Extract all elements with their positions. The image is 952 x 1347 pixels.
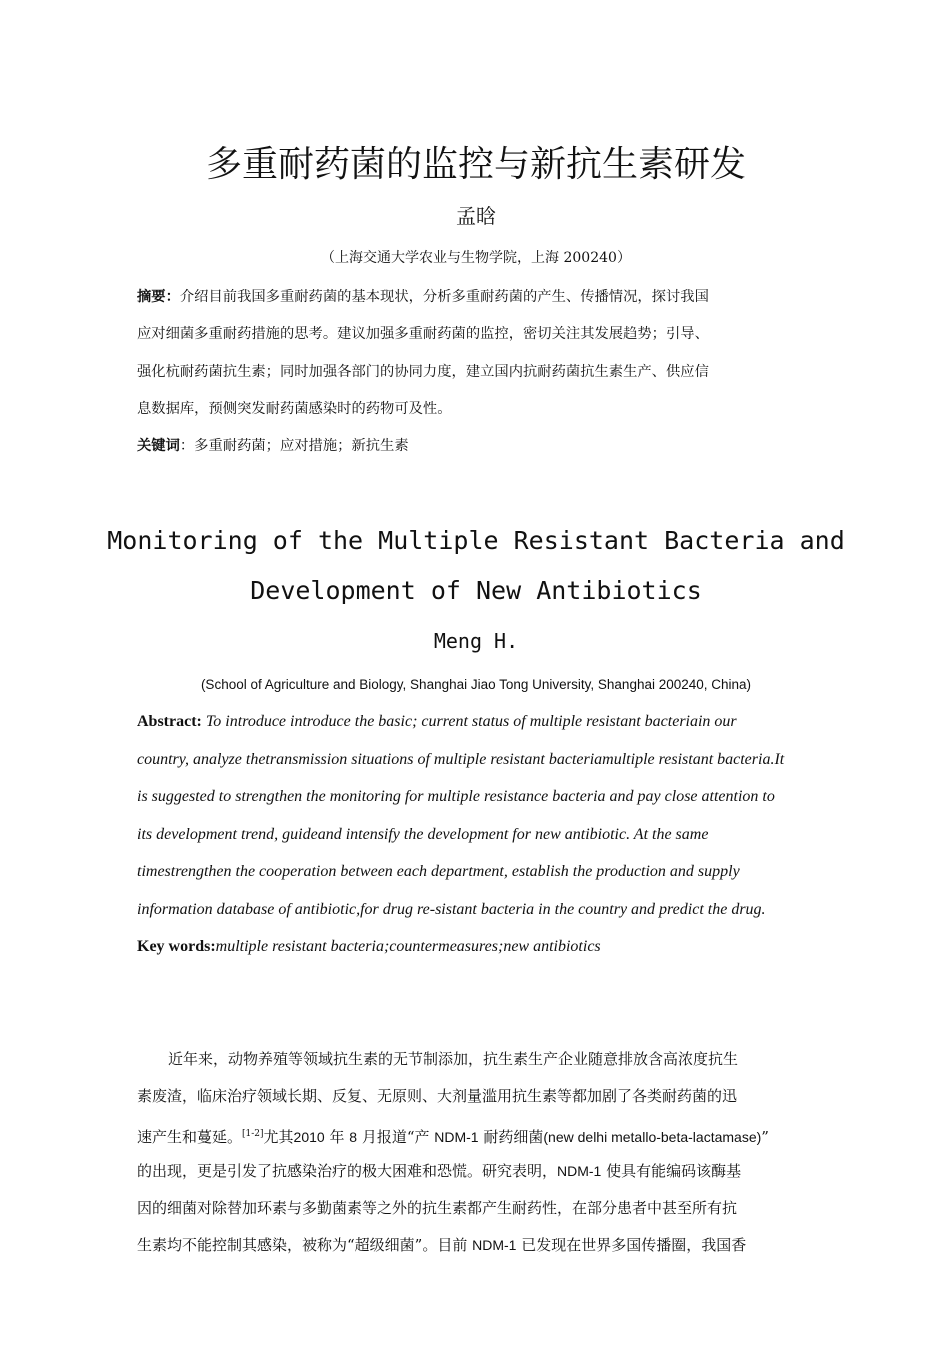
body-line [137,1227,827,1264]
chinese-keywords-label: 关键词 [137,438,180,455]
body-text-span: 使具有能编码该酶基 [601,1161,742,1180]
english-keywords [137,928,827,966]
english-keywords-label: Key words: [137,938,216,955]
english-abstract-line [137,703,827,741]
chinese-abstract-line: 应对细菌多重耐药措施的思考。建议加强多重耐药菌的监控，密切关注其发展趋势；引导、 [137,326,709,343]
chinese-author: 孟晗 [456,204,496,228]
body-line [137,1153,827,1190]
body-text-span: 生素均不能控制其感染，被称为“超级细菌”。目前 [137,1236,473,1255]
body-text-span: 2010 [293,1128,325,1145]
english-abstract-line: is suggested to strengthen the monitoring for multiple resistance bacteria and pay close attention to [137,788,775,805]
english-abstract-line: information database of antibiotic,for drug re-sistant bacteria in the country and predict the drug. [137,900,766,918]
body-text-span: 耐药细菌 [478,1127,544,1146]
chinese-abstract [137,279,827,465]
chinese-title: 多重耐药菌的监控与新抗生素研发 [205,144,746,185]
body-text-span: 已发现在世界多国传播圈，我国香 [516,1236,747,1255]
body-text-span: NDM-1 [557,1162,602,1179]
body-text-span: 年 [324,1127,350,1146]
english-abstract [137,703,827,966]
body-line: 因的细菌对除替加环素与多勤菌素等之外的抗生素都产生耐药性，在部分患者中甚至所有抗 [137,1199,738,1218]
english-title-line-2: Development of New Antibiotics [250,576,702,605]
body-text-span: 的出现，更是引发了抗感染治疗的极大困难和恐慌。研究表明， [137,1161,558,1180]
english-author: Meng H. [433,629,519,653]
body-text-span: 8 [349,1128,358,1145]
body-text-span: ” [761,1127,769,1146]
english-abstract-line: country, analyze thetransmission situations of multiple resistant bacteriamultiple resistant bacteria.It [137,750,785,768]
body-line [137,1116,827,1153]
english-title-line-1: Monitoring of the Multiple Resistant Bacteria and [107,526,845,555]
body-line: 近年来，动物养殖等领域抗生素的无节制添加，抗生素生产企业随意排放含高浓度抗生 [168,1050,739,1068]
english-abstract-line: its development trend, guideand intensify the development for new antibiotic. At the same [137,825,709,843]
chinese-abstract-line: 强化杭耐药菌抗生素；同时加强各部门的协同力度，建立国内抗耐药菌抗生素生产、供应信 [137,363,709,380]
english-abstract-text: To introduce introduce the basic; current status of multiple resistant bacteriain our [205,713,737,730]
chinese-keywords [137,428,827,465]
chinese-abstract-line: 息数据库，预侧突发耐药菌感染时的药物可及性。 [137,400,452,417]
english-keywords-text: multiple resistant bacteria;countermeasures;new antibiotics [215,938,601,955]
english-abstract-label: Abstract: [137,713,206,730]
body-line: 素废渣，临床治疗领域长期、反复、无原则、大剂量滥用抗生素等都加剧了各类耐药菌的迅 [137,1087,738,1106]
chinese-abstract-text: 介绍目前我国多重耐药菌的基本现状，分析多重耐药菌的产生、传播情况，探讨我国 [179,289,709,305]
english-abstract-line: timestrengthen the cooperation between each department, establish the production and supply [137,863,740,880]
body-text-span: (new delhi metallo-beta-lactamase) [543,1128,762,1145]
english-affiliation: (School of Agriculture and Biology, Shanghai Jiao Tong University, Shanghai 200240, China) [200,677,752,692]
chinese-abstract-label: 摘要： [137,289,180,305]
body-text-span: NDM-1 [434,1128,479,1145]
chinese-keywords-text: ：多重耐药菌；应对措施；新抗生素 [179,438,409,455]
body-text-span: 速产生和蔓延。 [137,1127,243,1146]
chinese-abstract-line [137,279,827,316]
body-text-span: 月报道“产 [357,1127,435,1146]
citation-reference: [1-2] [242,1128,264,1139]
body-text-span: NDM-1 [472,1237,517,1254]
chinese-affiliation: （上海交通大学农业与生物学院，上海 200240） [321,250,631,266]
body-paragraph [137,1041,827,1265]
body-text-span: 尤其 [263,1127,294,1146]
